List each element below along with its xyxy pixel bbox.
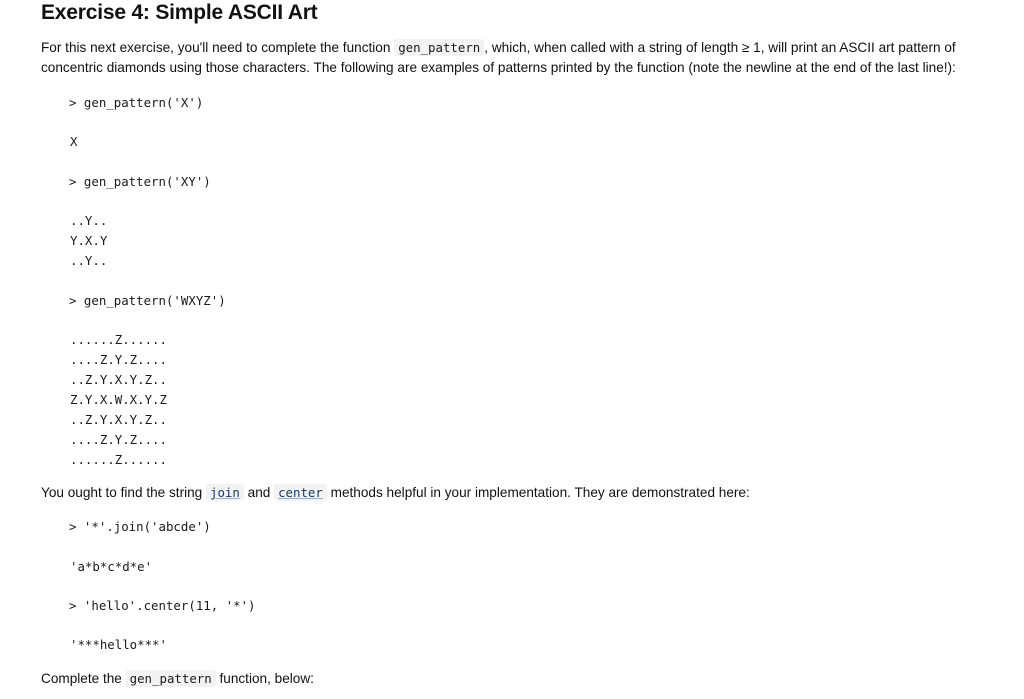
example-output-line: ......Z...... [70,452,167,467]
example-output-line: X [70,134,78,149]
intro-text-a: For this next exercise, you'll need to complete the function [41,40,395,55]
closing-text-b: function, below: [215,671,314,686]
demo-call: > '*'.join('abcde') [69,519,211,534]
closing-text-a: Complete the [41,671,126,686]
example-call: > gen_pattern('X') [69,95,204,110]
center-method-link[interactable]: center [274,484,327,501]
hint-text-c: methods helpful in your implementation. They are demonstrated here: [326,485,750,500]
example-output-line: ....Z.Y.Z.... [70,432,167,447]
example-output-line: Z.Y.X.W.X.Y.Z [70,392,167,407]
closing-paragraph [41,669,314,689]
hint-text-b: and [243,485,275,500]
example-output-line: ....Z.Y.Z.... [70,352,167,367]
example-output-line: ..Y.. [70,253,108,268]
intro-text-b: , which, when called with a string of length ≥ 1, will print an ASCII art pattern of [484,40,956,55]
hint-text-a: You ought to find the string [41,485,207,500]
intro-paragraph [41,38,956,78]
example-output-line: ......Z...... [70,332,167,347]
demo-output: 'a*b*c*d*e' [70,559,153,574]
join-method-link[interactable]: join [206,484,244,501]
intro-line-1 [41,38,956,58]
example-output-line: Y.X.Y [70,233,108,248]
example-output-line: ..Z.Y.X.Y.Z.. [70,372,167,387]
example-output-line: ..Y.. [70,213,108,228]
exercise-title: Exercise 4: Simple ASCII Art [41,1,318,24]
hint-paragraph [41,483,750,503]
example-call: > gen_pattern('XY') [69,174,211,189]
gen-pattern-code: gen_pattern [394,39,484,56]
demo-output: '***hello***' [70,637,167,652]
example-output-line: ..Z.Y.X.Y.Z.. [70,412,167,427]
example-call: > gen_pattern('WXYZ') [69,293,226,308]
gen-pattern-code: gen_pattern [126,670,216,687]
intro-line-2: concentric diamonds using those characters. The following are examples of patterns printed by the function (note the newline at the end of the last line!): [41,60,956,75]
demo-call: > 'hello'.center(11, '*') [69,598,256,613]
